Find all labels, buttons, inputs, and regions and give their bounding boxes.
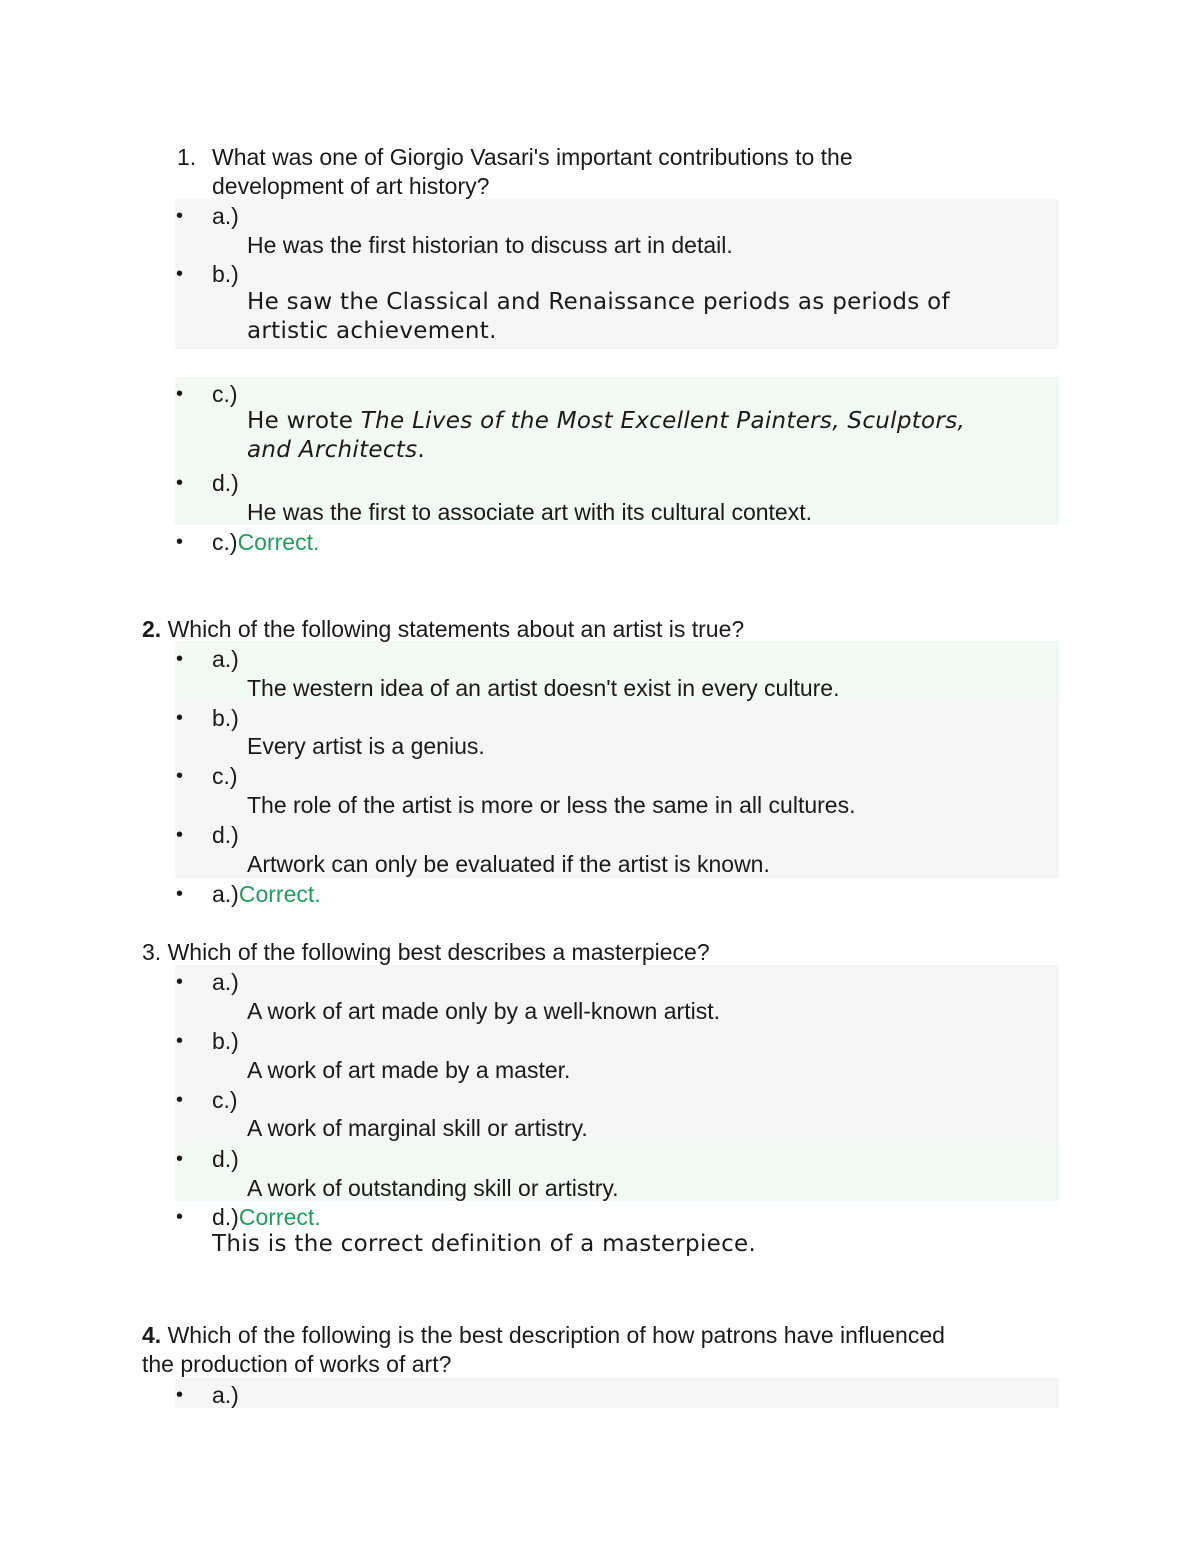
q3-option-a-text[interactable]: A work of art made only by a well-known artist. bbox=[247, 998, 720, 1024]
bullet-icon: • bbox=[176, 472, 184, 494]
q1-answer bbox=[212, 529, 319, 556]
q4-question-line2: the production of works of art? bbox=[142, 1351, 452, 1377]
q3-option-b-label[interactable]: b.) bbox=[212, 1028, 239, 1054]
q2-number: 2. bbox=[142, 616, 162, 642]
q1-option-c-text-line2[interactable] bbox=[247, 437, 425, 463]
q3-answer-label: d.) bbox=[212, 1204, 239, 1230]
q2-option-c-label[interactable]: c.) bbox=[212, 763, 238, 789]
q3-option-c-label[interactable]: c.) bbox=[212, 1087, 238, 1113]
q1-option-b-text-line2[interactable]: artistic achievement. bbox=[247, 318, 497, 344]
bullet-icon: • bbox=[176, 1148, 184, 1170]
q3-option-b-text[interactable]: A work of art made by a master. bbox=[247, 1057, 571, 1083]
bullet-icon: • bbox=[176, 707, 184, 729]
q1-option-c-label[interactable]: c.) bbox=[212, 381, 238, 407]
q1-option-b-label[interactable]: b.) bbox=[212, 261, 239, 287]
q2-option-b-label[interactable]: b.) bbox=[212, 705, 239, 731]
q1-option-c-title-line2: and Architects bbox=[247, 437, 418, 463]
q4-number: 4. bbox=[142, 1322, 162, 1348]
q3-question bbox=[142, 939, 710, 966]
q3-answer bbox=[212, 1204, 321, 1231]
q1-option-c-title-line1: The Lives of the Most Excellent Painters, Sculptors, bbox=[360, 408, 966, 434]
q3-question-text: Which of the following best describes a masterpiece? bbox=[167, 939, 710, 965]
q2-option-b-text[interactable]: Every artist is a genius. bbox=[247, 733, 485, 759]
q2-answer-label: a.) bbox=[212, 881, 239, 907]
q1-correct-status: Correct. bbox=[237, 529, 320, 555]
bullet-icon: • bbox=[176, 648, 184, 670]
q1-option-d-label[interactable]: d.) bbox=[212, 470, 239, 496]
q1-option-b-text-line1[interactable]: He saw the Classical and Renaissance periods as periods of bbox=[247, 289, 950, 315]
q3-correct-status: Correct. bbox=[238, 1204, 321, 1230]
q1-number: 1. bbox=[177, 144, 197, 170]
q1-option-a-label[interactable]: a.) bbox=[212, 203, 239, 229]
q1-option-a-text[interactable]: He was the first historian to discuss art in detail. bbox=[247, 232, 733, 258]
q3-number: 3. bbox=[142, 939, 162, 965]
q2-answer bbox=[212, 881, 321, 908]
q4-question-line1 bbox=[142, 1322, 945, 1349]
q2-correct-status: Correct. bbox=[238, 881, 321, 907]
q2-question-text: Which of the following statements about an artist is true? bbox=[167, 616, 745, 642]
q1-option-c-text-line1[interactable] bbox=[247, 408, 965, 434]
q3-option-d-label[interactable]: d.) bbox=[212, 1146, 239, 1172]
q1-answer-label: c.) bbox=[212, 529, 238, 555]
q2-option-a-text[interactable]: The western idea of an artist doesn't exist in every culture. bbox=[247, 675, 840, 701]
q4-option-a-label[interactable]: a.) bbox=[212, 1382, 239, 1408]
bullet-icon: • bbox=[176, 263, 184, 285]
bullet-icon: • bbox=[176, 205, 184, 227]
q3-explanation: This is the correct definition of a masterpiece. bbox=[212, 1231, 757, 1257]
bullet-icon: • bbox=[176, 765, 184, 787]
q2-question bbox=[142, 616, 744, 643]
bullet-icon: • bbox=[176, 1089, 184, 1111]
q3-option-d-text[interactable]: A work of outstanding skill or artistry. bbox=[247, 1175, 619, 1201]
bullet-icon: • bbox=[176, 383, 184, 405]
q2-option-a-label[interactable]: a.) bbox=[212, 646, 239, 672]
q1-question-line2: development of art history? bbox=[212, 173, 490, 199]
bullet-icon: • bbox=[176, 1206, 184, 1228]
bullet-icon: • bbox=[176, 971, 184, 993]
q1-question-line1: What was one of Giorgio Vasari's important contributions to the bbox=[212, 144, 853, 170]
bullet-icon: • bbox=[176, 531, 184, 553]
q2-option-d-label[interactable]: d.) bbox=[212, 822, 239, 848]
q1-option-d-text[interactable]: He was the first to associate art with its cultural context. bbox=[247, 499, 813, 525]
q1-option-c-prefix: He wrote bbox=[247, 408, 361, 434]
q3-option-a-label[interactable]: a.) bbox=[212, 969, 239, 995]
q3-option-c-text[interactable]: A work of marginal skill or artistry. bbox=[247, 1115, 588, 1141]
bullet-icon: • bbox=[176, 1030, 184, 1052]
bullet-icon: • bbox=[176, 824, 184, 846]
q2-option-d-text[interactable]: Artwork can only be evaluated if the artist is known. bbox=[247, 851, 770, 877]
q4-option-a-background bbox=[175, 1378, 1059, 1408]
q1-option-c-suffix: . bbox=[417, 437, 426, 463]
bullet-icon: • bbox=[176, 1384, 184, 1406]
q4-question-text-line1: Which of the following is the best description of how patrons have influenced bbox=[167, 1322, 945, 1348]
q2-option-c-text[interactable]: The role of the artist is more or less the same in all cultures. bbox=[247, 792, 856, 818]
bullet-icon: • bbox=[176, 883, 184, 905]
